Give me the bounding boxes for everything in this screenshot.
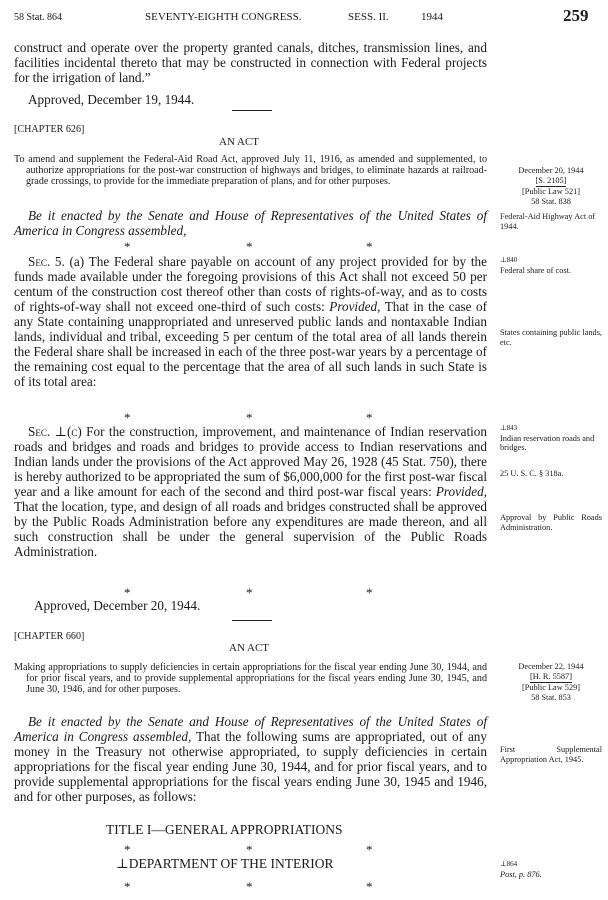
margin-note-supplemental-act: First Supplemental Appropriation Act, 1945.	[500, 745, 602, 764]
star: *	[124, 842, 131, 857]
sec-c-rest: That the location, type, and design of all roads and bridges constructed shall be approved by the Public Roads Administration before any expenditures are made thereon, and all such construction shall be under the general supervision of the Public Roads Administration.	[14, 499, 487, 559]
note-bill: [S. 2105]	[536, 176, 567, 188]
provided-1: Provided,	[329, 299, 381, 314]
divider-rule	[232, 110, 272, 111]
divider-rule	[232, 620, 272, 621]
ellipsis-stars-4	[0, 842, 608, 857]
header-congress: SEVENTY-EIGHTH CONGRESS.	[145, 11, 302, 23]
star: *	[366, 585, 373, 600]
note-bill: [H. R. 5587]	[530, 672, 572, 684]
margin-note-chapter-626	[500, 166, 602, 206]
chapter-626-title: To amend and supplement the Federal-Aid Road Act, approved July 11, 1916, as amended and supplemented, to authorize appropriations for the post-war construction of highways and bridges, to eliminate hazards at railroad-grade crossings, to provide for the immediate preparation of plans, and for other purposes.	[14, 154, 487, 188]
star: *	[124, 585, 131, 600]
page-number: 259	[563, 6, 589, 25]
margin-note-federal-share	[500, 256, 602, 275]
header-session: SESS. II.	[348, 11, 389, 23]
chapter-626-label: [CHAPTER 626]	[14, 124, 85, 135]
note-text: Indian reservation roads and bridges.	[500, 433, 595, 452]
sec5-text: (a) The Federal share payable on account of any project provided for by the funds made available under the foregoing provisions of this Act shall not exceed 50 per centum of the construction cost thereof other than costs of rights-of-way, and as to costs of rights-of-way shall not exceed one-third of such costs:	[14, 254, 487, 314]
page-marker: ⊥840	[500, 256, 518, 264]
margin-note-post	[500, 860, 602, 879]
note-text: Federal share of cost.	[500, 265, 571, 275]
star: *	[246, 239, 253, 254]
approved-dec-20: Approved, December 20, 1944.	[34, 598, 201, 613]
note-law: [Public Law 521]	[521, 187, 581, 196]
star: *	[246, 879, 253, 894]
star: *	[124, 410, 131, 425]
sec5-label: Sec. 5.	[28, 254, 65, 269]
star: *	[124, 239, 131, 254]
star: *	[366, 410, 373, 425]
note-law: [Public Law 529]	[521, 683, 581, 692]
ellipsis-stars-5	[0, 879, 608, 894]
note-stat: 58 Stat. 853	[531, 692, 571, 702]
section-5-paragraph	[14, 254, 487, 389]
note-stat: 58 Stat. 838	[531, 196, 571, 206]
star: *	[246, 410, 253, 425]
margin-note-usc: 25 U. S. C. § 318a.	[500, 469, 564, 478]
sec-c-label: Sec. ⊥(c)	[28, 424, 82, 439]
note-date: December 20, 1944	[518, 166, 584, 175]
carryover-text: construct and operate over the property granted canals, ditches, transmission lines, and facilities incidental thereto that may be constructed in connection with Federal projects for the irrigation of land.”	[14, 40, 487, 85]
page-marker: ⊥843	[500, 424, 518, 432]
enacting-italic: Be it enacted by the Senate and House of Representatives of the United States of America in Congress assembled,	[14, 714, 487, 744]
star: *	[246, 585, 253, 600]
star: *	[366, 239, 373, 254]
act-heading-660: AN ACT	[229, 642, 270, 654]
section-c-paragraph	[14, 424, 487, 559]
ellipsis-stars-3	[0, 585, 608, 600]
header-stat-ref: 58 Stat. 864	[14, 12, 63, 23]
chapter-660-title: Making appropriations to supply deficiencies in certain appropriations for the fiscal year ending June 30, 1944, and for prior fiscal years, and to provide supplemental appropriations for the fiscal years ending June 30, 1945, and June 30, 1946, and for other purposes.	[14, 662, 487, 696]
title-i-heading: TITLE I—GENERAL APPROPRIATIONS	[106, 822, 343, 837]
department-heading: ⊥DEPARTMENT OF THE INTERIOR	[116, 856, 334, 871]
margin-note-approval: Approval by Public Roads Administration.	[500, 513, 602, 532]
ellipsis-stars-2	[0, 410, 608, 425]
margin-note-short-title: Federal-Aid Highway Act of 1944.	[500, 212, 596, 231]
carryover-paragraph	[14, 40, 487, 107]
margin-note-chapter-660	[500, 662, 602, 702]
provided-2: Provided,	[435, 484, 487, 499]
note-text: Post, p. 876.	[500, 869, 542, 879]
approved-dec-19: Approved, December 19, 1944.	[28, 92, 195, 107]
note-date: December 22, 1944	[518, 662, 584, 671]
margin-note-indian-roads	[500, 424, 602, 453]
margin-note-public-lands: States containing public lands, etc.	[500, 328, 602, 347]
star: *	[124, 879, 131, 894]
sec-c-text: For the construction, improvement, and maintenance of Indian reservation roads and bridges and roads and bridges to provide access to Indian reservations and Indian lands under the provisions of the Act approved May 26, 1928 (45 Stat. 750), there is hereby authorized to be appropriated the sum of $6,000,000 for the first post-war fiscal year and a like amount for each of the second and third post-war fiscal years:	[14, 424, 487, 499]
enacting-clause-660	[14, 714, 487, 804]
star: *	[366, 879, 373, 894]
enacting-rest: That the following sums are appropriated, out of any money in the Treasury not otherwise appropriated, to supply deficiencies in certain appropriations for the fiscal year ending June 30, 1944, and for prior fiscal years, and to provide supplemental appropriations for the fiscal years ending June 30, 1945 and 1946, and for other purposes, as follows:	[14, 729, 487, 804]
sec5-rest: That in the case of any State containing unappropriated and unreserved public lands and nontaxable Indian lands, individual and tribal, exceeding 5 per centum of the total area of all lands therein the Federal share shall be increased in each of the three post-war years by a percentage of the remaining cost equal to the percentage that the area of all such lands in such State is of its total area:	[14, 299, 487, 389]
star: *	[366, 842, 373, 857]
page-marker: ⊥864	[500, 860, 518, 868]
enacting-clause-626	[14, 208, 487, 238]
header-year: 1944	[421, 11, 443, 23]
enacting-text: Be it enacted by the Senate and House of Representatives of the United States of America in Congress assembled,	[14, 208, 487, 238]
chapter-660-label: [CHAPTER 660]	[14, 631, 85, 642]
ellipsis-stars-1	[0, 239, 608, 254]
act-heading-626: AN ACT	[219, 136, 260, 148]
star: *	[246, 842, 253, 857]
